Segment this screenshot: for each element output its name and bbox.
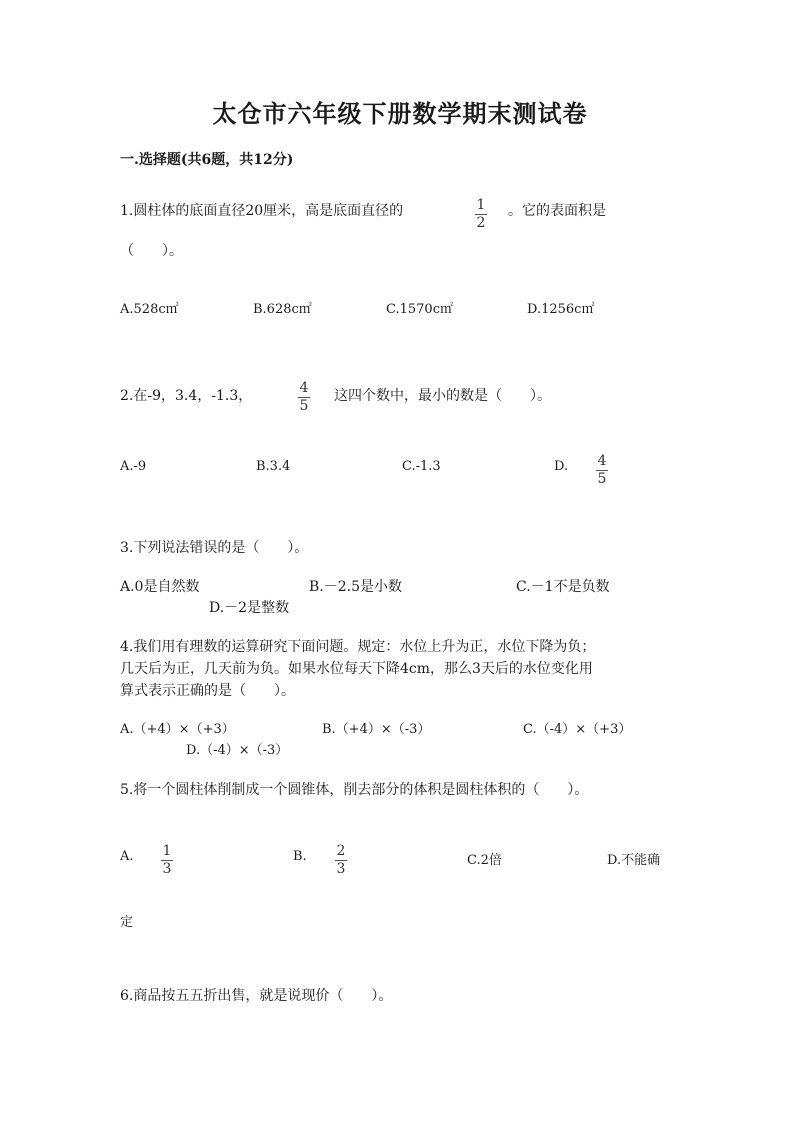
question-5-option-c[interactable]: C.2倍 [467, 853, 502, 868]
question-4-option-b[interactable]: B.（+4）×（-3） [322, 722, 431, 737]
fraction-numerator: 4 [597, 453, 607, 469]
question-4-line-1: 4.我们用有理数的运算研究下面问题。规定：水位上升为正，水位下降为负； [120, 639, 596, 655]
question-1-text: 1.圆柱体的底面直径20厘米，高是底面直径的 [120, 203, 404, 219]
question-4-line-2: 几天后为正，几天前为负。如果水位每天下降4cm，那么3天后的水位变化用 [120, 661, 593, 677]
question-3-option-a[interactable]: A.0是自然数 [120, 579, 200, 595]
fraction-denominator: 2 [476, 215, 486, 231]
question-2-option-a[interactable]: A.-9 [120, 459, 147, 474]
question-2-option-d[interactable]: D. [554, 459, 569, 474]
question-5-option-d-cont: 定 [120, 915, 134, 930]
question-4-option-c[interactable]: C.（-4）×（+3） [523, 722, 632, 737]
question-2-option-b[interactable]: B.3.4 [256, 459, 291, 474]
question-5-option-b[interactable]: B. [293, 849, 307, 864]
question-3-text: 3.下列说法错误的是（ ）。 [120, 540, 309, 556]
question-5-text: 5.将一个圆柱体削制成一个圆锥体，削去部分的体积是圆柱体积的（ ）。 [120, 782, 589, 798]
fraction-denominator: 5 [299, 398, 309, 414]
fraction-denominator: 3 [336, 861, 346, 877]
question-5-option-a[interactable]: A. [120, 849, 134, 864]
question-4-option-a[interactable]: A.（+4）×（+3） [120, 722, 235, 737]
question-1-option-c[interactable]: C.1570c㎡ [386, 302, 453, 317]
question-6-text: 6.商品按五五折出售，就是说现价（ ）。 [120, 988, 393, 1004]
question-1-option-b[interactable]: B.628c㎡ [253, 302, 312, 317]
question-5-option-d[interactable]: D.不能确 [607, 853, 661, 868]
question-1-option-a[interactable]: A.528c㎡ [120, 302, 179, 317]
question-2-text-cont: 这四个数中，最小的数是（ ）。 [334, 388, 551, 404]
fraction-denominator: 5 [597, 471, 607, 487]
question-3-option-b[interactable]: B.－2.5是小数 [309, 579, 403, 595]
question-2-fraction [298, 381, 310, 414]
question-1-blank: （ ）。 [120, 243, 183, 259]
question-1-option-d[interactable]: D.1256c㎡ [527, 302, 595, 317]
question-1-text-cont: 。它的表面积是 [508, 203, 606, 219]
question-4-option-d[interactable]: D.（-4）×（-3） [186, 743, 289, 758]
fraction-numerator: 2 [336, 843, 346, 859]
fraction-denominator: 3 [162, 861, 172, 877]
fraction-numerator: 1 [162, 843, 172, 859]
question-2-text: 2.在-9，3.4，-1.3， [120, 388, 253, 404]
page-title: 太仓市六年级下册数学期末测试卷 [212, 99, 588, 128]
section-heading: 一.选择题(共6题，共12分) [120, 152, 294, 168]
fraction-numerator: 4 [299, 380, 309, 396]
question-2-option-c[interactable]: C.-1.3 [402, 459, 441, 474]
question-1-fraction [475, 198, 487, 231]
question-5-option-b-fraction [335, 844, 347, 877]
fraction-numerator: 1 [476, 197, 486, 213]
question-2-option-d-fraction [596, 454, 608, 487]
question-3-option-d[interactable]: D.－2是整数 [209, 600, 290, 616]
question-5-option-a-fraction [161, 844, 173, 877]
question-3-option-c[interactable]: C.－1不是负数 [516, 579, 610, 595]
question-4-line-3: 算式表示正确的是（ ）。 [120, 683, 295, 699]
